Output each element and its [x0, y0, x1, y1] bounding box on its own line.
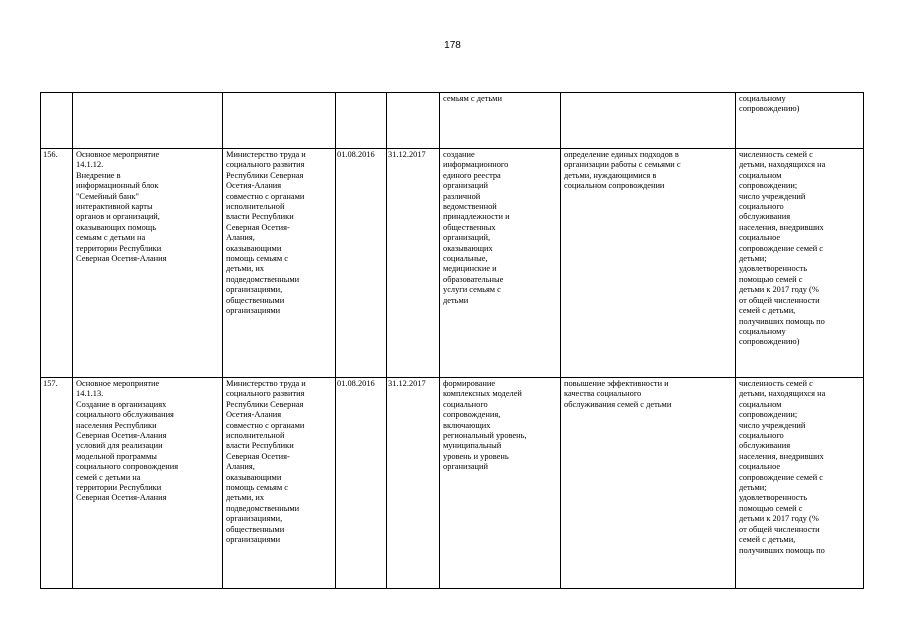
cell-line: общественных: [443, 222, 496, 232]
cell-line: органов и организаций,: [76, 212, 160, 222]
cell-line: власти Республики: [226, 441, 294, 451]
cell-line: территории Республики: [76, 483, 162, 493]
row-number: 156.: [41, 149, 73, 378]
cell-line: сопровождению): [739, 337, 800, 347]
cell-line: социальное: [739, 233, 781, 243]
cell-line: число учреждений: [739, 191, 806, 201]
cell-line: 14.1.13.: [76, 389, 104, 399]
cell-indicator: [736, 378, 864, 589]
cell-line: Министерство труда и: [226, 379, 306, 388]
cell-line: детьми;: [739, 483, 767, 493]
cell-line: повышение эффективности и: [564, 379, 669, 388]
cell-line: сопровождение семей с: [739, 472, 824, 482]
cell-line: Создание в организациях: [76, 399, 167, 409]
cell-line: Северная Осетия-: [226, 222, 290, 232]
cell-line: социальные,: [443, 254, 488, 264]
cell-line: образовательные: [443, 274, 504, 284]
cell-line: различной: [443, 191, 481, 201]
cell-line: социального развития: [226, 160, 305, 170]
cell-line: оказывающих помощь: [76, 222, 157, 232]
cell-line: 14.1.12.: [76, 160, 104, 170]
cell-line: качества социального: [564, 389, 642, 399]
cell-line: от общей численности: [739, 295, 820, 305]
cell-line: детьми, находящихся на: [739, 389, 826, 399]
cell-line: организациями: [226, 535, 281, 545]
cell-line: детьми: [443, 295, 469, 305]
table-row-continuation: [41, 93, 864, 149]
cell-line: социальное: [739, 462, 781, 472]
cell-line: исполнительной: [226, 431, 285, 441]
cell-line: детьми, нуждающимися в: [564, 170, 657, 180]
cell-line: Основное мероприятие: [76, 379, 160, 388]
cell-consequence: [561, 378, 736, 589]
cell-indicator: [736, 93, 864, 149]
cell-line: численность семей с: [739, 150, 813, 159]
cell-line: сопровождении;: [739, 410, 798, 420]
cell-line: населения, внедривших: [739, 222, 824, 232]
cell-line: от общей численности: [739, 524, 820, 534]
cell-line: условий для реализации: [76, 441, 163, 451]
cell-line: Северная Осетия-Алания: [76, 254, 167, 264]
cell-line: сопровождении;: [739, 181, 798, 191]
cell-line: социальному: [739, 326, 786, 336]
cell-line: совместно с органами: [226, 191, 305, 201]
cell-line: подведомственными: [226, 503, 300, 513]
cell-end: [387, 93, 440, 149]
cell-executor: [223, 378, 336, 589]
cell-line: Алания,: [226, 233, 255, 243]
cell-line: Осетия-Алания: [226, 410, 282, 420]
cell-event: [73, 378, 223, 589]
cell-line: семьям с детьми: [443, 94, 502, 103]
cell-line: оказывающими: [226, 243, 282, 253]
cell-line: социального: [739, 431, 784, 441]
cell-line: детьми, находящихся на: [739, 160, 826, 170]
cell-line: социальном: [739, 399, 782, 409]
cell-line: единого реестра: [443, 170, 501, 180]
cell-num: [41, 93, 73, 149]
cell-line: Алания,: [226, 462, 255, 472]
table-row: [41, 378, 864, 589]
cell-line: оказывающих: [443, 243, 493, 253]
cell-line: удовлетворенность: [739, 493, 808, 503]
cell-line: получивших помощь по: [739, 545, 825, 555]
cell-line: организациями,: [226, 514, 283, 524]
cell-line: социального: [443, 399, 488, 409]
cell-line: организаций: [443, 181, 488, 191]
cell-line: подведомственными: [226, 274, 300, 284]
cell-line: помощью семей с: [739, 503, 803, 513]
cell-line: Северная Осетия-Алания: [76, 493, 167, 503]
cell-line: сопровождению): [739, 104, 800, 114]
cell-line: модельной программы: [76, 451, 157, 461]
cell-line: населения Республики: [76, 420, 157, 430]
cell-line: социального обслуживания: [76, 410, 174, 420]
cell-line: Республики Северная: [226, 399, 304, 409]
cell-line: совместно с органами: [226, 420, 305, 430]
cell-line: региональный уровень,: [443, 431, 527, 441]
cell-consequence: [561, 93, 736, 149]
cell-line: включающих: [443, 420, 491, 430]
cell-line: помощь семьям с: [226, 483, 288, 493]
row-number: 157.: [41, 378, 73, 589]
cell-line: организаций,: [443, 233, 491, 243]
cell-line: Республики Северная: [226, 170, 304, 180]
cell-line: семьям с детьми на: [76, 233, 146, 243]
cell-executor: [223, 93, 336, 149]
cell-line: формирование: [443, 379, 496, 388]
table-row: [41, 149, 864, 378]
cell-line: информационный блок: [76, 181, 159, 191]
cell-end-date: 31.12.2017: [387, 378, 440, 589]
cell-line: семей с детьми,: [739, 306, 796, 316]
cell-line: медицинские и: [443, 264, 497, 274]
cell-line: детьми, их: [226, 264, 265, 274]
cell-event: [73, 149, 223, 378]
cell-line: определение единых подходов в: [564, 150, 679, 159]
cell-line: помощью семей с: [739, 274, 803, 284]
cell-line: семей с детьми,: [739, 535, 796, 545]
cell-line: комплексных моделей: [443, 389, 522, 399]
cell-line: получивших помощь по: [739, 316, 825, 326]
cell-line: общественными: [226, 295, 285, 305]
cell-consequence: [561, 149, 736, 378]
cell-line: власти Республики: [226, 212, 294, 222]
cell-line: детьми, их: [226, 493, 265, 503]
cell-line: "Семейный банк": [76, 191, 139, 201]
cell-line: организации работы с семьями с: [564, 160, 681, 170]
page-number: 178: [444, 40, 461, 51]
cell-event: [73, 93, 223, 149]
cell-line: услуги семьям с: [443, 285, 501, 295]
cell-result: [440, 149, 561, 378]
cell-line: населения, внедривших: [739, 451, 824, 461]
cell-line: обслуживания семей с детьми: [564, 399, 672, 409]
cell-line: помощь семьям с: [226, 254, 288, 264]
cell-line: социального развития: [226, 389, 305, 399]
cell-line: детьми к 2017 году (%: [739, 285, 819, 295]
cell-line: удовлетворенность: [739, 264, 808, 274]
cell-executor: [223, 149, 336, 378]
cell-line: организациями,: [226, 285, 283, 295]
cell-line: информационного: [443, 160, 509, 170]
cell-line: организаций: [443, 462, 488, 472]
cell-line: Северная Осетия-Алания: [76, 431, 167, 441]
cell-line: семей с детьми на: [76, 472, 141, 482]
cell-line: детьми к 2017 году (%: [739, 514, 819, 524]
cell-line: численность семей с: [739, 379, 813, 388]
cell-line: интерактивной карты: [76, 202, 153, 212]
cell-line: создание: [443, 150, 475, 159]
cell-line: Северная Осетия-: [226, 451, 290, 461]
cell-line: исполнительной: [226, 202, 285, 212]
cell-line: социальном сопровождении: [564, 181, 665, 191]
cell-start-date: 01.08.2016: [336, 149, 387, 378]
cell-line: социальному: [739, 94, 786, 103]
cell-line: сопровождение семей с: [739, 243, 824, 253]
cell-line: обслуживания: [739, 212, 791, 222]
measures-table: [40, 92, 864, 589]
cell-line: Внедрение в: [76, 170, 121, 180]
cell-line: уровень и уровень: [443, 451, 509, 461]
cell-line: обслуживания: [739, 441, 791, 451]
cell-start: [336, 93, 387, 149]
cell-line: детьми;: [739, 254, 767, 264]
cell-line: территории Республики: [76, 243, 162, 253]
cell-line: Основное мероприятие: [76, 150, 160, 159]
cell-line: число учреждений: [739, 420, 806, 430]
cell-line: сопровождения,: [443, 410, 501, 420]
cell-line: социального сопровождения: [76, 462, 179, 472]
cell-start-date: 01.08.2016: [336, 378, 387, 589]
cell-line: социальном: [739, 170, 782, 180]
cell-end-date: 31.12.2017: [387, 149, 440, 378]
cell-line: оказывающими: [226, 472, 282, 482]
cell-result: [440, 378, 561, 589]
cell-line: муниципальный: [443, 441, 502, 451]
cell-result: [440, 93, 561, 149]
cell-line: организациями: [226, 306, 281, 316]
cell-line: общественными: [226, 524, 285, 534]
cell-line: принадлежности и: [443, 212, 510, 222]
cell-indicator: [736, 149, 864, 378]
cell-line: Осетия-Алания: [226, 181, 282, 191]
cell-line: социального: [739, 202, 784, 212]
cell-line: Министерство труда и: [226, 150, 306, 159]
cell-line: ведомственной: [443, 202, 497, 212]
